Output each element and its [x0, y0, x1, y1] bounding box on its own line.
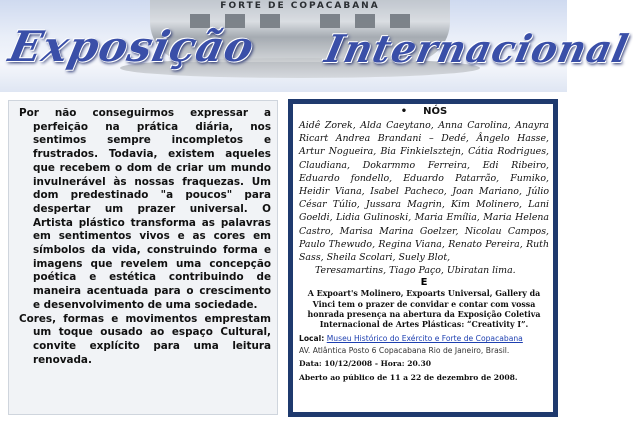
title-exposicao: Exposição: [4, 22, 260, 71]
artists-heading-text: NÓS: [423, 106, 448, 117]
invitation-text: A Expoart's Molinero, Expoarts Universal, Gallery da Vinci tem o prazer de convidar e contar com vossa honrada presença na abertura da Exposição Coletiva Internacional de Artes Plásticas: “Creativity I”.: [307, 289, 541, 330]
venue-line: [299, 334, 549, 344]
title-internacional: Internacional: [321, 26, 633, 71]
connector-letter: E: [420, 277, 428, 289]
intro-paragraph: Por não conseguirmos expressar a perfeição na prática diária, nos sentimos sempre incompletos e frustrados. Todavia, existem aqueles que recebem o dom de criar um mundo invulnerável às nossas fraquezas. Um dom predestinado "a poucos" para despertar um prazer universal. O Artista plástico transforma as palavras em sentimentos vivos e as cores em símbolos da vida, construindo forma e imagens que revelem uma concepção poética e estética contribuindo de maneira acentuada para o crescimento e desenvolvimento de uma sociedade.: [19, 107, 271, 311]
venue-label: Local:: [299, 334, 325, 344]
venue-link[interactable]: Museu Histórico do Exército e Forte de Copacabana: [326, 334, 523, 344]
opening-period: Aberto ao público de 11 a 22 de dezembro de 2008.: [299, 373, 518, 383]
bullet-icon: •: [400, 106, 408, 117]
invitation-panel: [288, 99, 558, 417]
window-shape: [260, 14, 280, 28]
artists-heading: [299, 106, 549, 117]
venue-address: AV. Atlântica Posto 6 Copacabana Rio de Janeiro, Brasil.: [299, 346, 510, 356]
artists-list: [299, 119, 549, 277]
artists-names: Aidê Zorek, Alda Caeytano, Anna Carolina, Anayra Ricart Andrea Brandani – Dedé, Ângelo Hasse, Artur Nogueira, Bia Finkielsztejn, Cátia Rodrigues, Claudiana, Dokarmmo Ferreira, Edi Ribeiro, Eduardo fondello, Eduardo Patarrão, Fumiko, Heidir Viana, Isabel Pacheco, Joan Mariano, Júlio César Túlio, Jussara Magrin, Kim Molinero, Lani Goeldi, Lidia Gulinoski, Maria Emília, Maria Helena Castro, Marisa Marina Goelzer, Nicolau Campos, Paulo Thewudo, Regina Viana, Renato Pereira, Ruth Sass, Sheila Scolari, Suely Blot,: [299, 120, 549, 264]
artists-names-tail: Teresamartins, Tiago Paço, Ubiratan lima.: [315, 265, 516, 277]
intro-text: [19, 107, 271, 367]
header-banner: [0, 0, 633, 92]
intro-paragraph: Cores, formas e movimentos emprestam um toque ousado ao espaço Cultural, convite explícito para uma leitura renovada.: [19, 312, 271, 366]
fort-caption: FORTE DE COPACABANA: [220, 1, 380, 11]
intro-text-panel: [8, 100, 278, 415]
event-date: Data: 10/12/2008 - Hora: 20.30: [299, 359, 432, 369]
